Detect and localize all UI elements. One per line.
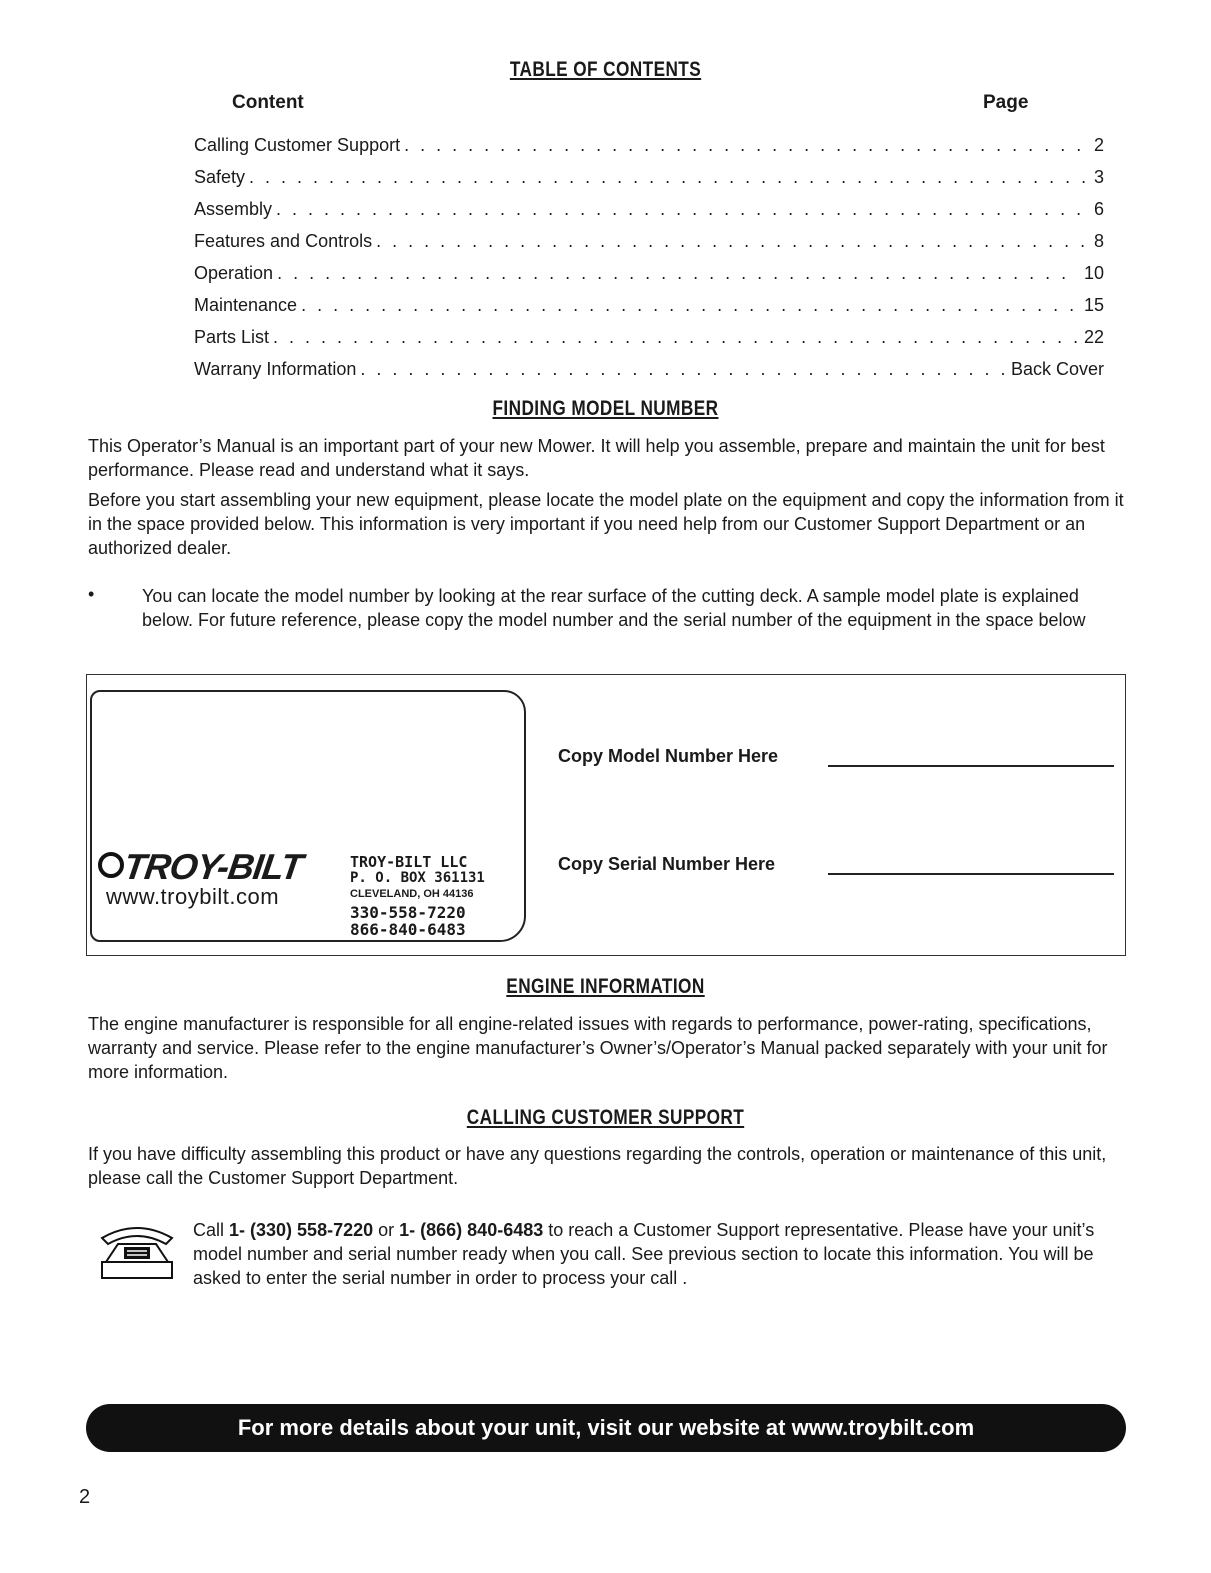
toc-entry-page: Back Cover <box>1010 359 1104 379</box>
toc-entry-label: Assembly <box>194 199 273 219</box>
model-paragraph-1: This Operator’s Manual is an important part of your new Mower. It will help you assemble, prepare and maintain the unit for best performance. Please read and understand what it says. <box>88 436 1105 480</box>
copy-model-label: Copy Model Number Here <box>558 746 779 766</box>
toc-entry-label: Parts List <box>194 327 270 347</box>
support-call-text <box>193 1218 1133 1290</box>
toc-entry[interactable] <box>194 258 1104 284</box>
engine-section-title: ENGINE INFORMATION <box>506 975 705 998</box>
toc-entry-page: 3 <box>1093 167 1104 187</box>
page-number: 2 <box>79 1486 91 1508</box>
toc-entry-label: Maintenance <box>194 295 298 315</box>
toc-leader <box>276 199 1088 220</box>
toc-leader <box>404 135 1088 156</box>
toc-entry-page: 6 <box>1093 199 1104 219</box>
plate-po-box: P. O. BOX 361131 <box>350 870 485 886</box>
toc-entry-page: 8 <box>1093 231 1104 251</box>
toc-entry[interactable] <box>194 130 1104 156</box>
toc-title: TABLE OF CONTENTS <box>509 58 702 81</box>
copy-serial-label: Copy Serial Number Here <box>558 854 776 874</box>
serial-number-field[interactable] <box>828 873 1114 875</box>
toc-entry[interactable] <box>194 226 1104 252</box>
plate-website: www.troybilt.com <box>106 884 280 909</box>
toc-leader <box>273 327 1078 348</box>
call-suffix: to reach a Customer Support representative. Please have your unit’s model number and serial number ready when you call. See previous section to locate this information. You will be asked to enter the serial number in order to process your call . <box>193 1220 1095 1288</box>
model-number-field[interactable] <box>828 765 1114 767</box>
model-bullet-text: You can locate the model number by looking at the rear surface of the cutting deck. A sample model plate is explained below. For future reference, please copy the model number and the serial number of the equipment in the space below <box>142 586 1086 630</box>
toc-entry-label: Calling Customer Support <box>194 135 401 155</box>
toc-entry-label: Safety <box>194 167 246 187</box>
support-phone-1[interactable]: 1- (330) 558-7220 <box>229 1220 374 1240</box>
toc-entry-label: Features and Controls <box>194 231 373 251</box>
telephone-icon <box>96 1220 178 1284</box>
model-paragraph-2: Before you start assembling your new equipment, please locate the model plate on the equipment and copy the information from it in the space provided below. This information is very important if you need help from our Customer Support Department or an authorized dealer. <box>88 490 1124 558</box>
toc-page-header: Page <box>983 92 1029 113</box>
plate-phone-1: 330-558-7220 <box>350 903 466 922</box>
website-banner-text: For more details about your unit, visit our website at www.troybilt.com <box>237 1415 975 1440</box>
toc-entry[interactable] <box>194 354 1104 380</box>
support-phone-2[interactable]: 1- (866) 840-6483 <box>399 1220 544 1240</box>
toc-entry-page: 10 <box>1083 263 1104 283</box>
support-intro: If you have difficulty assembling this product or have any questions regarding the controls, operation or maintenance of this unit, please call the Customer Support Department. <box>88 1144 1107 1188</box>
plate-city: CLEVELAND, OH 44136 <box>350 888 474 900</box>
toc-entry-page: 2 <box>1093 135 1104 155</box>
engine-paragraph: The engine manufacturer is responsible for all engine-related issues with regards to performance, power-rating, specifications, warranty and service. Please refer to the engine manufacturer’s Owner’s/Operator’s Manual packed separately with your unit for more information. <box>88 1014 1108 1082</box>
troybilt-logo-icon <box>98 852 124 878</box>
toc-entry-label: Warrany Information <box>194 359 357 379</box>
toc-leader <box>301 295 1078 316</box>
toc-entry-page: 15 <box>1083 295 1104 315</box>
plate-phone-2: 866-840-6483 <box>350 920 466 939</box>
website-banner[interactable] <box>86 1404 1126 1452</box>
toc-entry-page: 22 <box>1083 327 1104 347</box>
toc-entry[interactable] <box>194 290 1104 316</box>
toc-entry-label: Operation <box>194 263 274 283</box>
toc-leader <box>277 263 1078 284</box>
call-or: or <box>373 1220 400 1240</box>
support-section-title: CALLING CUSTOMER SUPPORT <box>466 1106 745 1129</box>
plate-company: TROY-BILT LLC <box>350 853 468 871</box>
toc-entry[interactable] <box>194 322 1104 348</box>
bullet-marker: • <box>88 584 95 604</box>
toc-leader <box>360 359 1005 380</box>
toc-content-header: Content <box>232 92 304 113</box>
toc-leader <box>249 167 1088 188</box>
model-section-title: FINDING MODEL NUMBER <box>492 397 719 420</box>
troybilt-logo: TROY-BILT <box>121 846 305 887</box>
call-prefix: Call <box>193 1220 230 1240</box>
toc-entry[interactable] <box>194 194 1104 220</box>
toc-leader <box>376 231 1088 252</box>
toc-entry[interactable] <box>194 162 1104 188</box>
